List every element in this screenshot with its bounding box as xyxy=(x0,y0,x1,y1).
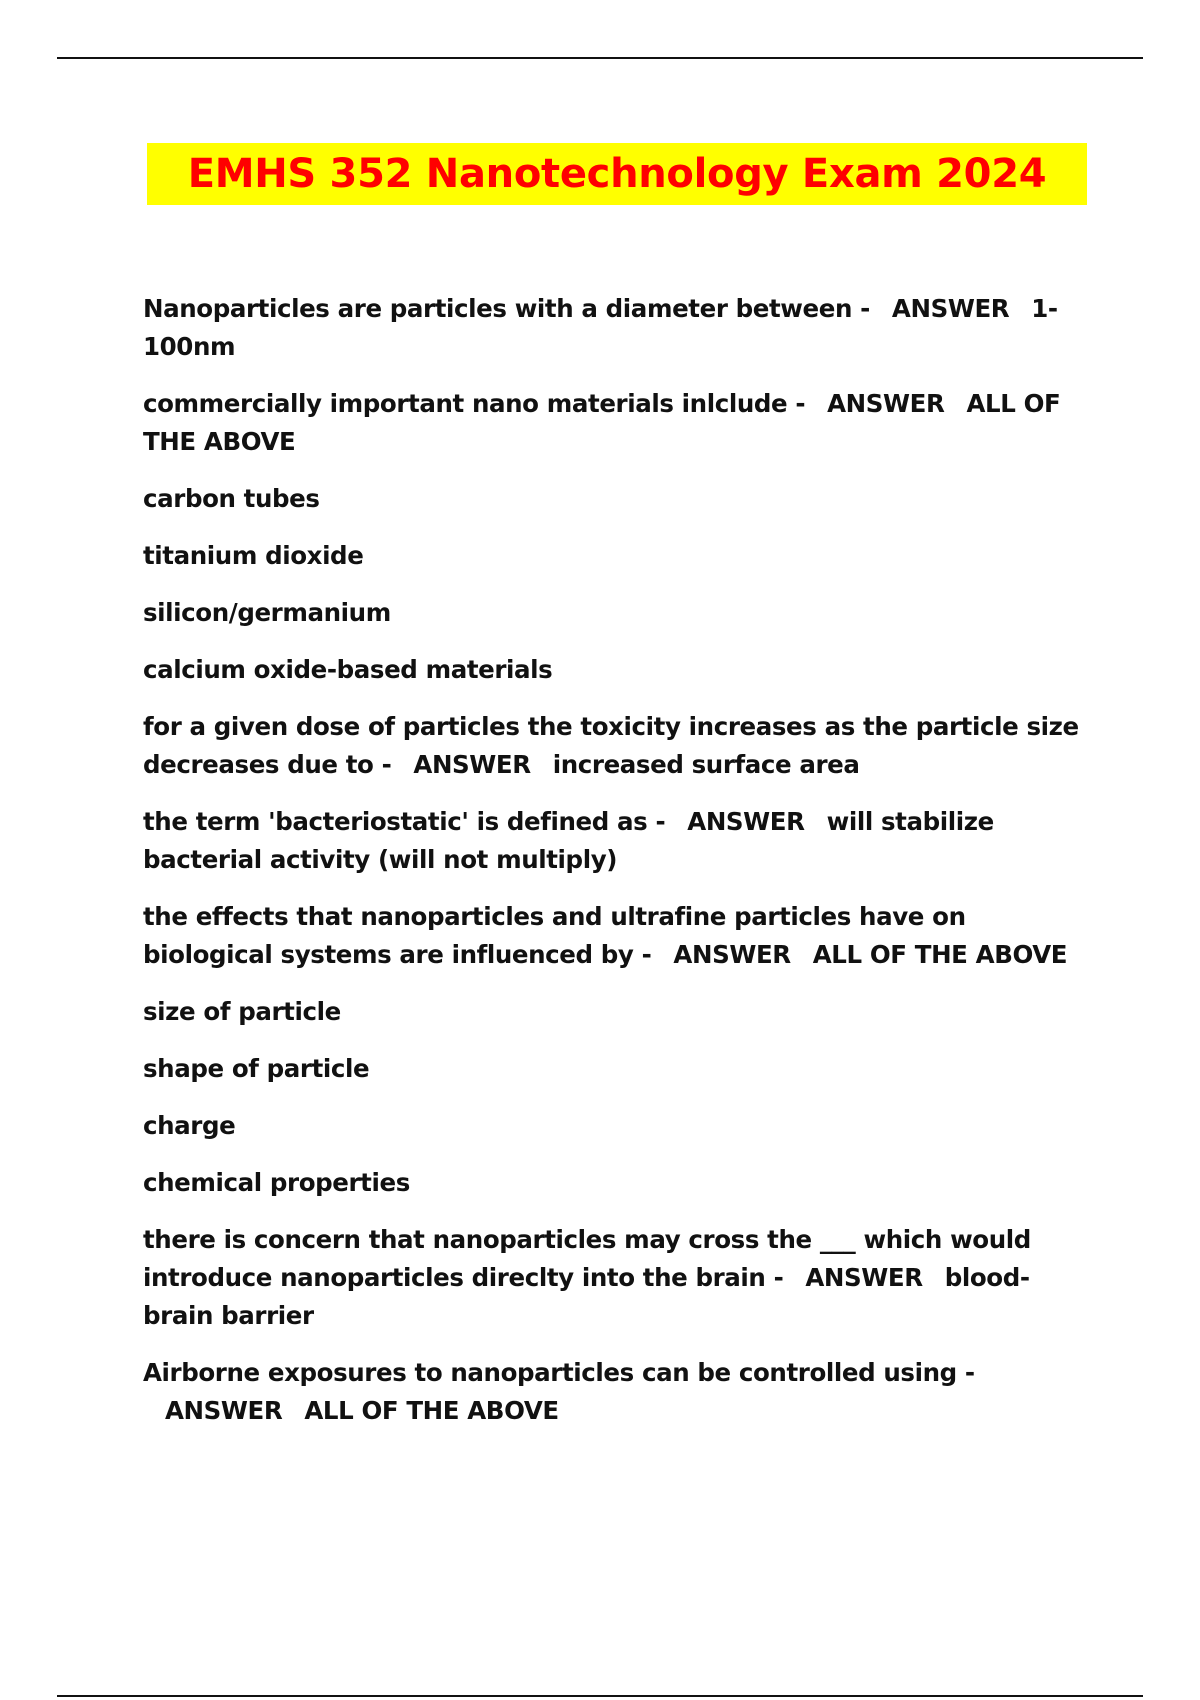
qa-entry-7 xyxy=(143,803,1093,879)
question-text: the term 'bacteriostatic' is defined as - xyxy=(143,807,666,836)
answer-text: increased surface area xyxy=(552,750,860,779)
answer-label: ANSWER xyxy=(687,807,805,836)
qa-entry-6 xyxy=(143,708,1093,784)
answer-text: 1-100nm xyxy=(143,294,1058,361)
qa-entry-1 xyxy=(143,385,1093,461)
answer-label: ANSWER xyxy=(165,1396,283,1425)
question-text: for a given dose of particles the toxicity increases as the particle size decreases due to - xyxy=(143,712,1079,779)
question-text: the effects that nanoparticles and ultrafine particles have on biological systems are influenced by - xyxy=(143,902,966,969)
option-item: charge xyxy=(143,1111,236,1140)
option-item: chemical properties xyxy=(143,1168,410,1197)
question-text: there is concern that nanoparticles may cross the ___ which would introduce nanoparticles direclty into the brain - xyxy=(143,1225,1031,1292)
answer-text: ALL OF THE ABOVE xyxy=(143,389,1061,456)
qa-entry-13 xyxy=(143,1221,1093,1335)
answer-text: will stabilize bacterial activity (will not multiply) xyxy=(143,807,994,874)
top-rule xyxy=(57,57,1143,59)
title-highlight xyxy=(147,143,1087,205)
question-text: Airborne exposures to nanoparticles can be controlled using - xyxy=(143,1358,975,1387)
answer-text: blood-brain barrier xyxy=(143,1263,1030,1330)
bottom-rule xyxy=(57,1695,1143,1697)
answer-text: ALL OF THE ABOVE xyxy=(304,1396,559,1425)
option-item: size of particle xyxy=(143,997,341,1026)
qa-content xyxy=(143,290,1093,1449)
answer-text: ALL OF THE ABOVE xyxy=(812,940,1068,969)
answer-label: ANSWER xyxy=(413,750,531,779)
option-item: shape of particle xyxy=(143,1054,370,1083)
option-item: carbon tubes xyxy=(143,484,320,513)
qa-entry-0 xyxy=(143,290,1093,366)
option-item: silicon/germanium xyxy=(143,598,391,627)
answer-label: ANSWER xyxy=(827,389,945,418)
question-text: Nanoparticles are particles with a diameter between - xyxy=(143,294,870,323)
qa-entry-14 xyxy=(143,1354,1093,1430)
answer-label: ANSWER xyxy=(891,294,1010,323)
option-item: calcium oxide-based materials xyxy=(143,655,553,684)
qa-entry-8 xyxy=(143,898,1093,974)
answer-label: ANSWER xyxy=(805,1263,923,1292)
answer-label: ANSWER xyxy=(673,940,791,969)
question-text: commercially important nano materials inlclude - xyxy=(143,389,806,418)
option-item: titanium dioxide xyxy=(143,541,364,570)
document-title: EMHS 352 Nanotechnology Exam 2024 xyxy=(187,151,1047,197)
